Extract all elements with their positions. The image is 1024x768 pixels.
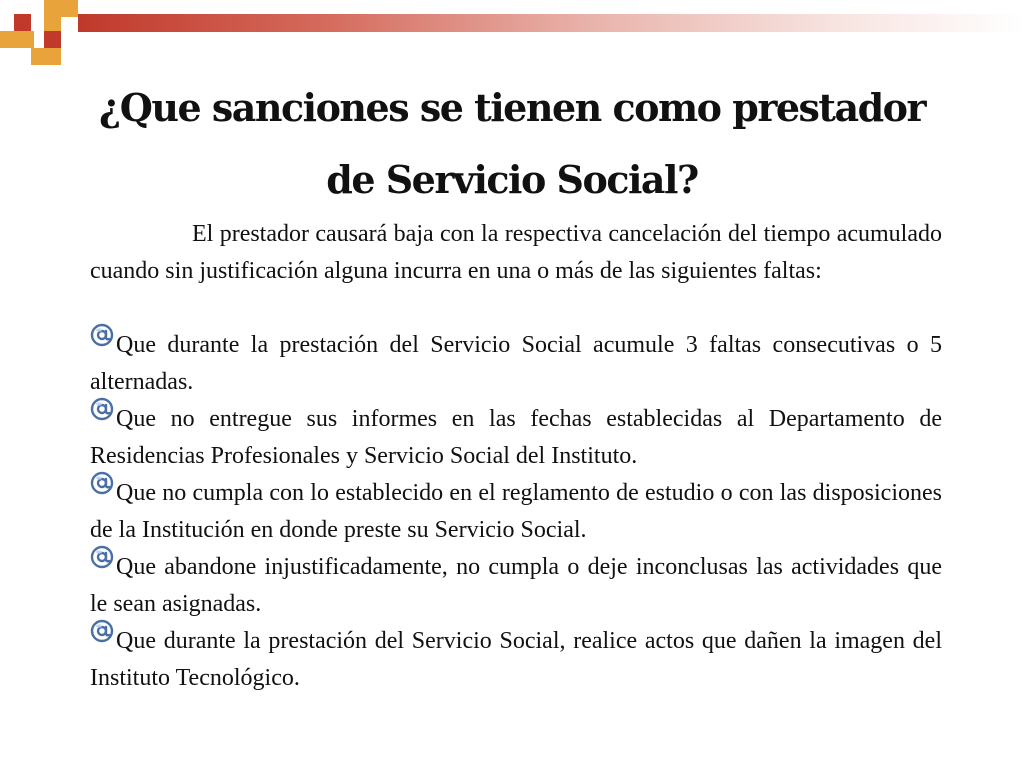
bullet-item bbox=[90, 401, 942, 475]
bullet-text: Que no cumpla con lo establecido en el reglamento de estudio o con las disposiciones de la Institución en donde preste su Servicio Social. bbox=[90, 480, 942, 543]
decor-square bbox=[0, 31, 17, 48]
slide-body bbox=[90, 216, 942, 697]
bullet-item bbox=[90, 549, 942, 623]
decor-square bbox=[17, 31, 34, 48]
at-sign-bullet-icon bbox=[90, 626, 114, 650]
bullet-item bbox=[90, 623, 942, 697]
header-gradient-bar bbox=[78, 14, 1024, 32]
at-sign-bullet-icon bbox=[90, 330, 114, 354]
slide-title: ¿Que sanciones se tienen como prestador de Servicio Social? bbox=[98, 85, 926, 202]
bullet-text: Que durante la prestación del Servicio Social acumule 3 faltas consecutivas o 5 alternadas. bbox=[90, 332, 942, 395]
bullet-text: Que no entregue sus informes en las fechas establecidas al Departamento de Residencias Profesionales y Servicio Social del Instituto. bbox=[90, 406, 942, 469]
bullet-text: Que durante la prestación del Servicio Social, realice actos que dañen la imagen del Instituto Tecnológico. bbox=[90, 628, 942, 691]
bullet-text: Que abandone injustificadamente, no cumpla o deje inconclusas las actividades que le sean asignadas. bbox=[90, 554, 942, 617]
decor-square bbox=[44, 0, 61, 17]
decor-square bbox=[31, 48, 48, 65]
bullet-list bbox=[90, 327, 942, 697]
at-sign-bullet-icon bbox=[90, 552, 114, 576]
at-sign-bullet-icon bbox=[90, 478, 114, 502]
at-sign-bullet-icon bbox=[90, 404, 114, 428]
bullet-item bbox=[90, 475, 942, 549]
decor-square bbox=[14, 14, 31, 31]
decor-square bbox=[44, 31, 61, 48]
intro-paragraph: El prestador causará baja con la respectiva cancelación del tiempo acumulado cuando sin justificación alguna incurra en una o más de las siguientes faltas: bbox=[90, 221, 942, 284]
bullet-item bbox=[90, 327, 942, 401]
decor-square bbox=[61, 0, 78, 17]
